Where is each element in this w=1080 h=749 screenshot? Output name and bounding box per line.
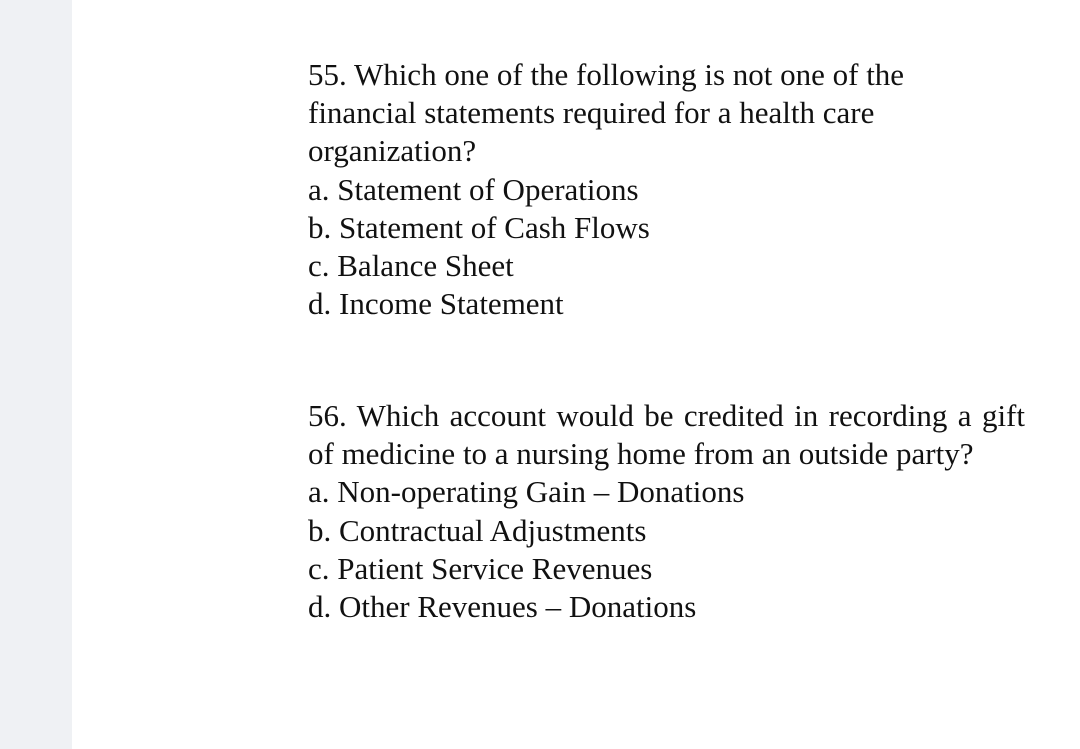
option-a: a. Non-operating Gain – Donations xyxy=(308,474,745,510)
option-d: d. Other Revenues – Donations xyxy=(308,589,697,625)
question-text: 55. Which one of the following is not one of the financial statements required for a health care organization? xyxy=(308,57,905,169)
answer-options xyxy=(308,171,1025,324)
option-c: c. Patient Service Revenues xyxy=(308,550,653,586)
option-b: b. Statement of Cash Flows xyxy=(308,209,650,245)
option-c: c. Balance Sheet xyxy=(308,248,514,284)
answer-options xyxy=(308,473,1025,626)
document-page xyxy=(72,0,1080,749)
viewer-side-gutter xyxy=(0,0,72,749)
option-b: b. Contractual Adjustments xyxy=(308,512,647,548)
question-56 xyxy=(308,397,1025,626)
option-d: d. Income Statement xyxy=(308,286,564,322)
question-text: 56. Which account would be credited in recording a gift of medicine to a nursing home from an outside party? xyxy=(308,398,1025,472)
question-55 xyxy=(308,56,1025,323)
option-a: a. Statement of Operations xyxy=(308,171,639,207)
